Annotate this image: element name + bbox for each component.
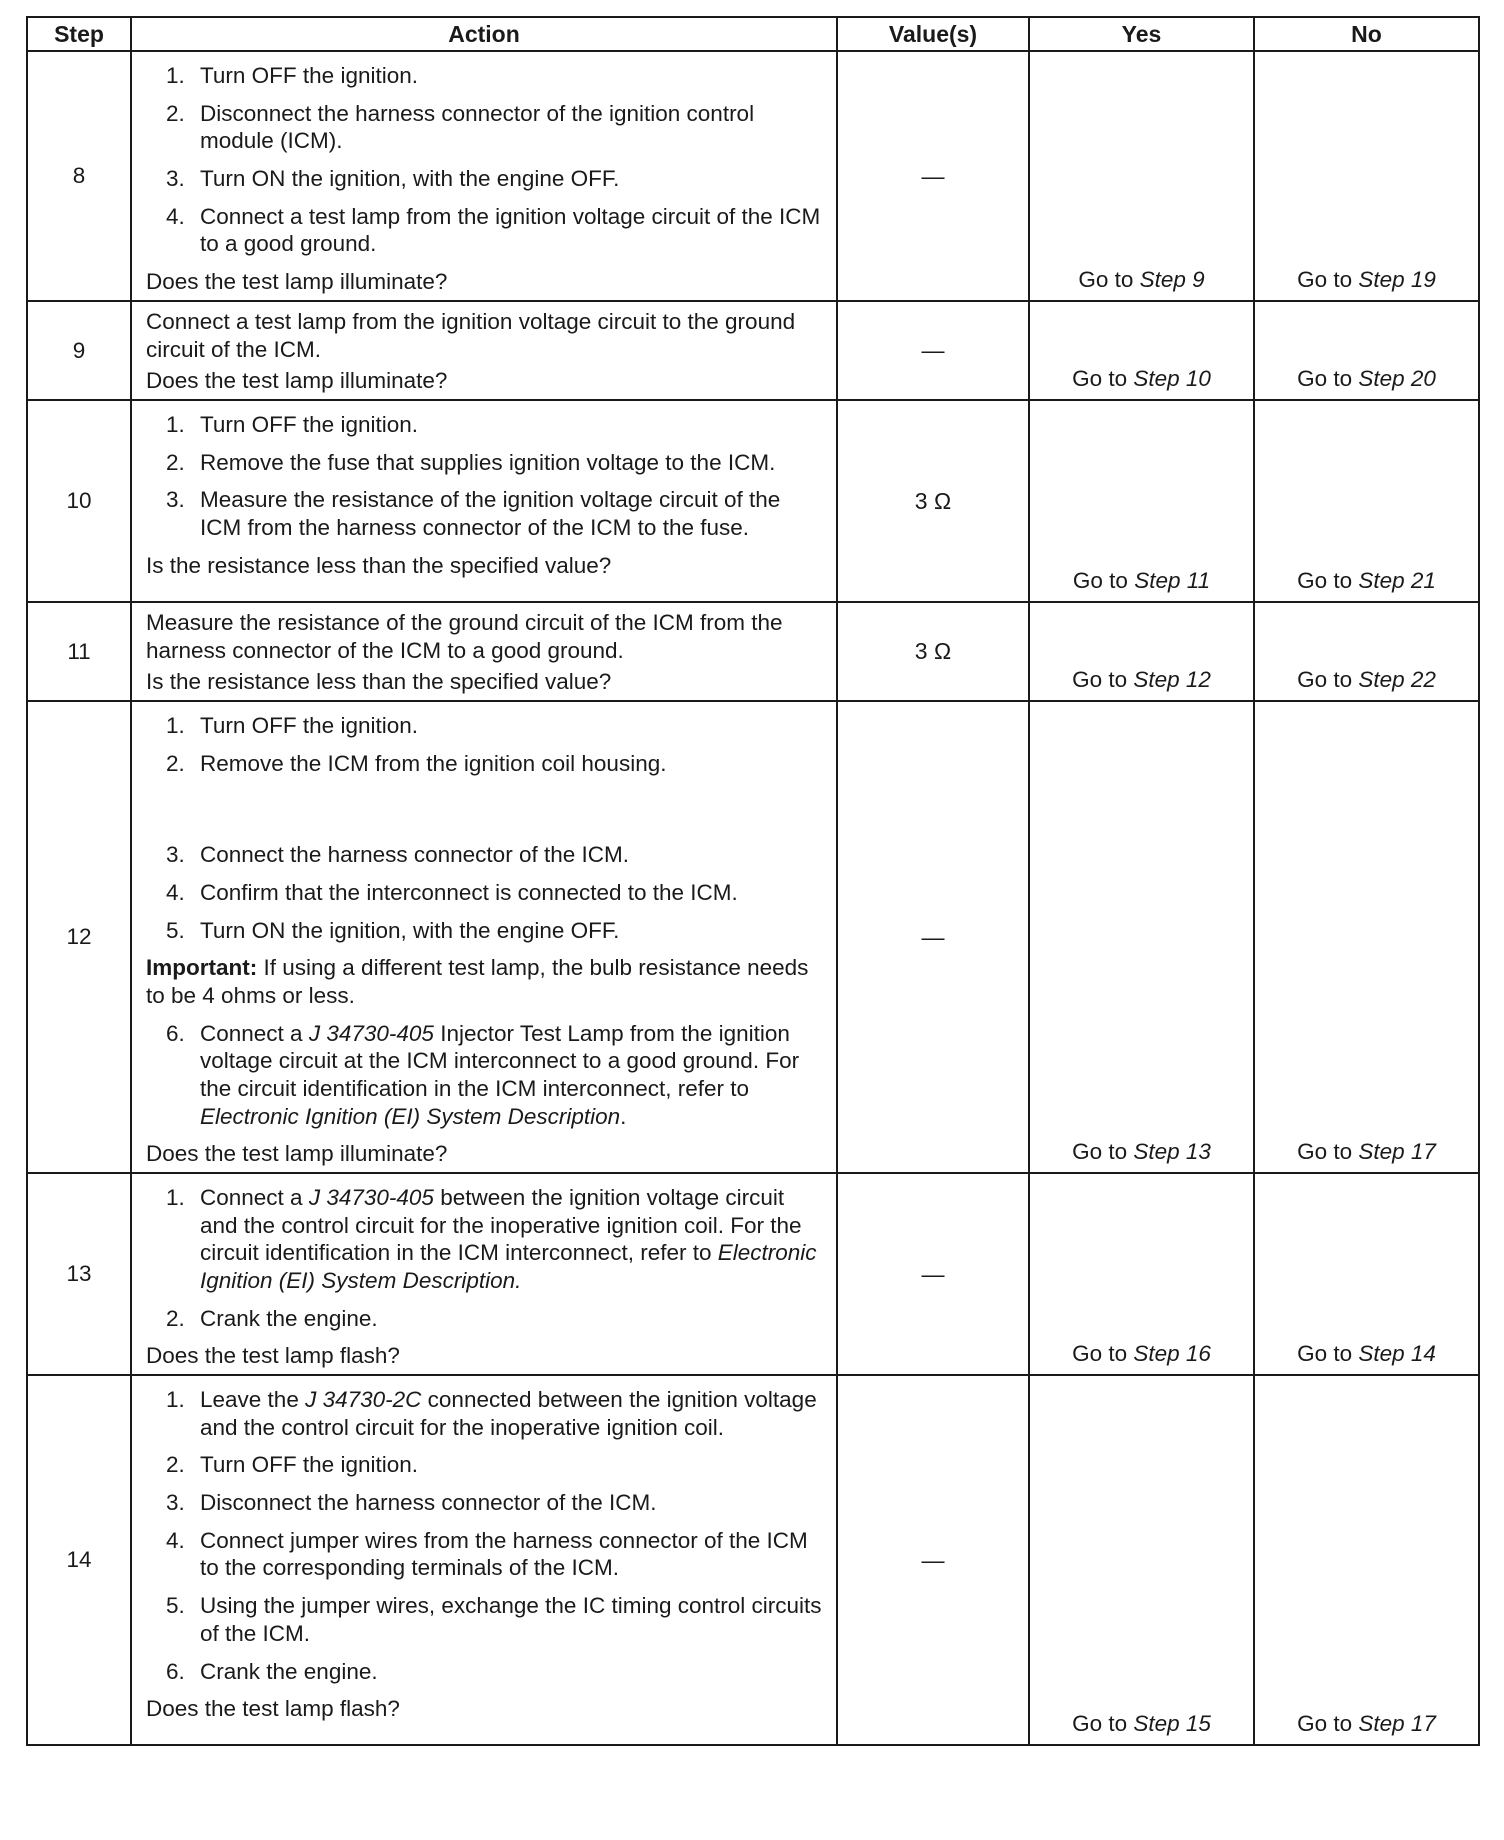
no-step-link[interactable]: Step 14: [1358, 1341, 1436, 1367]
yes-step-link[interactable]: Step 10: [1133, 366, 1211, 392]
yes-step-link[interactable]: Step 16: [1133, 1341, 1211, 1367]
question-text: Does the test lamp flash?: [146, 1343, 400, 1369]
table-row-step-12: [27, 701, 1479, 1173]
header-row: [27, 17, 1479, 51]
no-step-link[interactable]: Step 17: [1358, 1711, 1436, 1737]
action-item: 6. Crank the engine.: [166, 1658, 378, 1684]
step-number: 10: [27, 400, 131, 602]
action-item: 2. Disconnect the harness connector of the ignition control module (ICM).: [166, 100, 755, 154]
question-text: Does the test lamp flash?: [146, 1696, 400, 1722]
yes-step-link[interactable]: Step 15: [1133, 1711, 1211, 1737]
no-cell: Go to Step 19: [1254, 51, 1479, 301]
header-step: Step: [27, 17, 131, 51]
tool-name: J 34730-405: [308, 1185, 434, 1211]
action-cell: [131, 1173, 837, 1375]
action-cell: [131, 1375, 837, 1745]
step-number: 13: [27, 1173, 131, 1375]
yes-cell: Go to Step 13: [1029, 701, 1254, 1173]
action-item: 5. Turn ON the ignition, with the engine OFF.: [166, 917, 620, 943]
table-row-step-11: [27, 602, 1479, 701]
value-cell: —: [837, 1173, 1029, 1375]
action-item: 3. Connect the harness connector of the ICM.: [166, 842, 629, 868]
header-yes: Yes: [1029, 17, 1254, 51]
step-number: 9: [27, 301, 131, 400]
table-row-step-8: [27, 51, 1479, 301]
action-item: 4. Connect jumper wires from the harness connector of the ICM to the corresponding terminals of the ICM.: [166, 1527, 808, 1581]
action-text: Connect a test lamp from the ignition voltage circuit to the ground circuit of the ICM.: [146, 309, 796, 362]
question-text: Does the test lamp illuminate?: [146, 368, 448, 394]
action-cell: [131, 301, 837, 400]
no-step-link[interactable]: Step 22: [1358, 667, 1436, 693]
action-item: 1. Connect a J 34730-405 between the ignition voltage circuit and the control circuit for the inoperative ignition coil. For the circuit identification in the ICM interconnect, refer to Electronic Ignition (EI) System Description.: [166, 1185, 817, 1294]
question-text: Is the resistance less than the specified value?: [146, 669, 612, 695]
step-number: 14: [27, 1375, 131, 1745]
reference-link[interactable]: Electronic Ignition (EI) System Description.: [200, 1240, 817, 1294]
no-step-link[interactable]: Step 21: [1358, 568, 1436, 594]
value-cell: 3 Ω: [837, 400, 1029, 602]
no-cell: Go to Step 22: [1254, 602, 1479, 701]
tool-name: J 34730-405: [308, 1020, 434, 1046]
value-cell: —: [837, 51, 1029, 301]
yes-cell: Go to Step 11: [1029, 400, 1254, 602]
yes-cell: Go to Step 12: [1029, 602, 1254, 701]
yes-cell: Go to Step 10: [1029, 301, 1254, 400]
yes-step-link[interactable]: Step 12: [1133, 667, 1211, 693]
reference-link[interactable]: Electronic Ignition (EI) System Description: [200, 1103, 621, 1129]
action-item: 1. Turn OFF the ignition.: [166, 63, 419, 88]
tool-name: J 34730-2C: [305, 1387, 422, 1413]
question-text: Is the resistance less than the specified value?: [146, 552, 612, 578]
table-row-step-14: [27, 1375, 1479, 1745]
table-row-step-13: [27, 1173, 1479, 1375]
no-cell: Go to Step 14: [1254, 1173, 1479, 1375]
value-cell: —: [837, 301, 1029, 400]
question-text: Does the test lamp illuminate?: [146, 1141, 448, 1167]
action-text: Measure the resistance of the ground circuit of the ICM from the harness connector of the ICM to a good ground.: [146, 610, 783, 663]
action-item: 6. Connect a J 34730-405 Injector Test Lamp from the ignition voltage circuit at the ICM interconnect to a good ground. For the circuit identification in the ICM interconnect, refer to Electronic Ignition (EI) System Description.: [166, 1020, 800, 1129]
no-step-link[interactable]: Step 19: [1358, 267, 1436, 293]
action-item: 4. Confirm that the interconnect is connected to the ICM.: [166, 880, 738, 906]
yes-cell: Go to Step 9: [1029, 51, 1254, 301]
step-number: 12: [27, 701, 131, 1173]
header-no: No: [1254, 17, 1479, 51]
action-item: 1. Leave the J 34730-2C connected between the ignition voltage and the control circuit for the inoperative ignition coil.: [166, 1387, 817, 1440]
important-note: Important: If using a different test lamp, the bulb resistance needs to be 4 ohms or less.: [146, 955, 809, 1009]
no-cell: Go to Step 17: [1254, 1375, 1479, 1745]
action-cell: [131, 602, 837, 701]
important-label: Important:: [146, 955, 258, 981]
table-row-step-9: [27, 301, 1479, 400]
value-cell: —: [837, 1375, 1029, 1745]
action-item: 2. Remove the fuse that supplies ignition voltage to the ICM.: [166, 449, 776, 475]
action-item: 1. Turn OFF the ignition.: [166, 412, 419, 438]
yes-cell: Go to Step 15: [1029, 1375, 1254, 1745]
action-item: 2. Turn OFF the ignition.: [166, 1452, 419, 1478]
action-item: 3. Disconnect the harness connector of the ICM.: [166, 1490, 657, 1516]
action-cell: [131, 701, 837, 1173]
yes-cell: Go to Step 16: [1029, 1173, 1254, 1375]
step-number: 8: [27, 51, 131, 301]
step-number: 11: [27, 602, 131, 701]
yes-step-link[interactable]: Step 13: [1133, 1139, 1211, 1165]
header-values: Value(s): [837, 17, 1029, 51]
no-cell: Go to Step 17: [1254, 701, 1479, 1173]
no-cell: Go to Step 20: [1254, 301, 1479, 400]
no-step-link[interactable]: Step 20: [1358, 366, 1436, 392]
no-cell: Go to Step 21: [1254, 400, 1479, 602]
yes-step-link[interactable]: Step 11: [1134, 568, 1211, 594]
question-text: Does the test lamp illuminate?: [146, 269, 448, 295]
action-item: 3. Turn ON the ignition, with the engine OFF.: [166, 166, 620, 192]
action-item: 5. Using the jumper wires, exchange the IC timing control circuits of the ICM.: [166, 1593, 822, 1646]
action-item: 2. Remove the ICM from the ignition coil housing.: [166, 750, 667, 776]
action-cell: [131, 51, 837, 301]
action-cell: [131, 400, 837, 602]
action-item: 3. Measure the resistance of the ignition voltage circuit of the ICM from the harness connector of the ICM to the fuse.: [166, 487, 781, 541]
no-step-link[interactable]: Step 17: [1358, 1139, 1436, 1165]
value-cell: 3 Ω: [837, 602, 1029, 701]
header-action: Action: [131, 17, 837, 51]
action-item: 2. Crank the engine.: [166, 1305, 378, 1331]
diagnostic-table: [26, 16, 1480, 1746]
action-item: 4. Connect a test lamp from the ignition voltage circuit of the ICM to a good ground.: [166, 203, 821, 257]
yes-step-link[interactable]: Step 9: [1139, 267, 1205, 293]
action-item: 1. Turn OFF the ignition.: [166, 713, 419, 739]
table-row-step-10: [27, 400, 1479, 602]
value-cell: —: [837, 701, 1029, 1173]
